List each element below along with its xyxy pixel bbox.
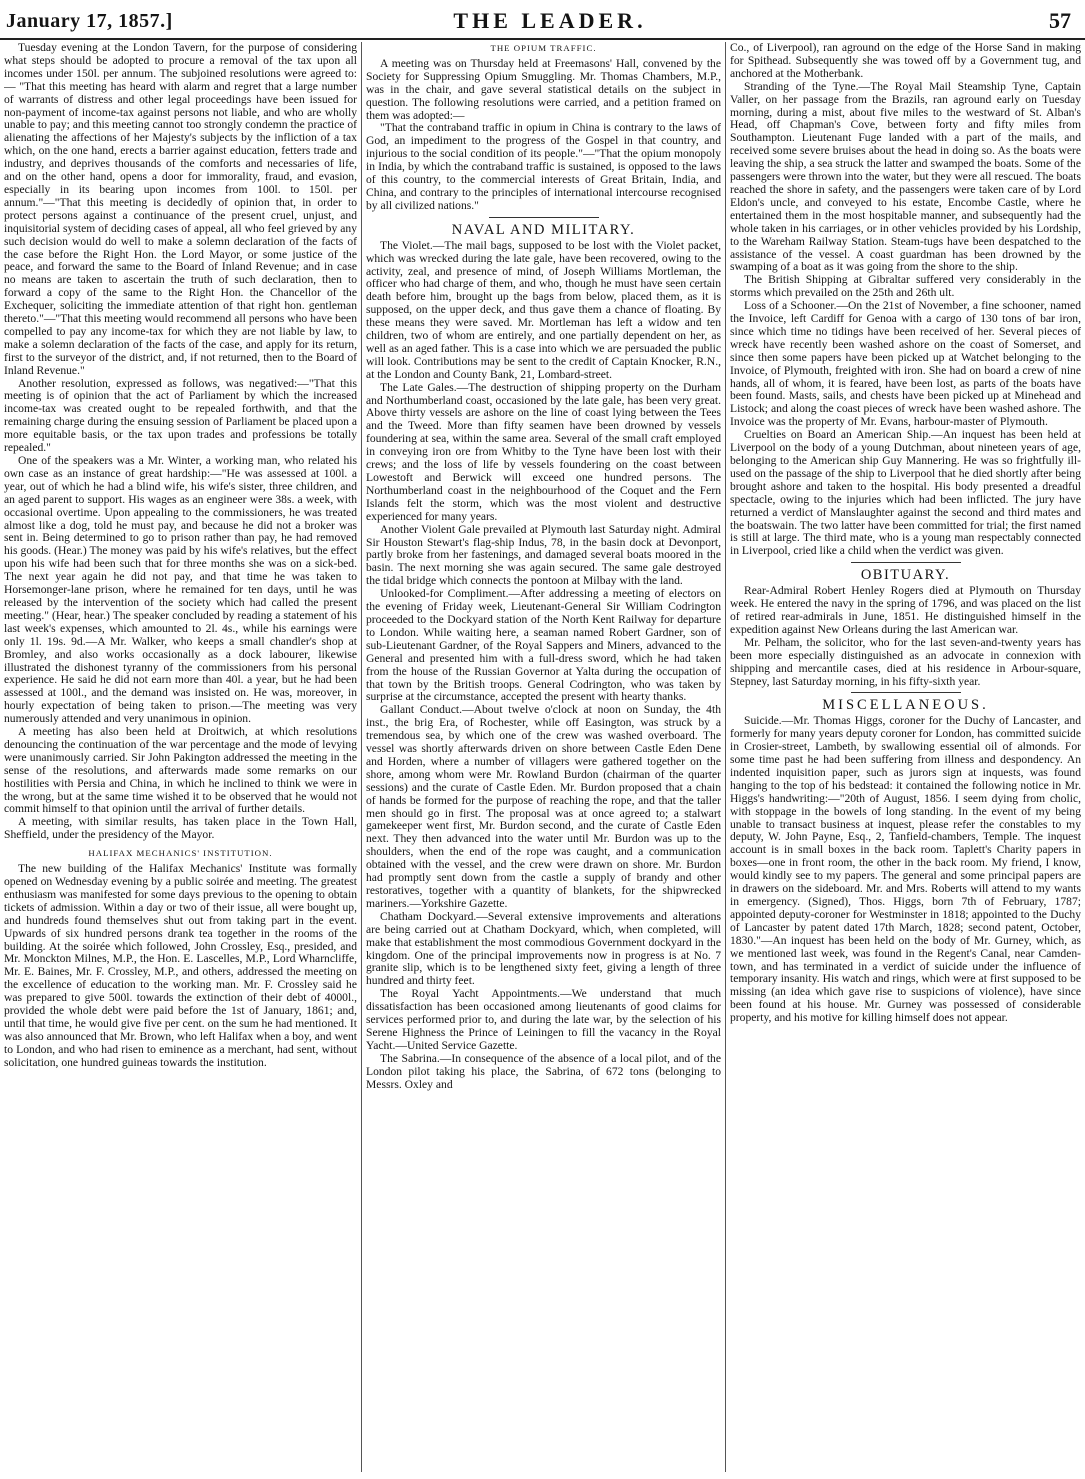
section-title-miscellaneous: MISCELLANEOUS. — [822, 697, 989, 714]
column-3 — [730, 42, 1081, 1472]
article-paragraph: Gallant Conduct.—About twelve o'clock at noon on Sunday, the 4th inst., the brig Era, of Rochester, while off Easington, was struck by a tremendous sea, by which one of the crew was washed overboard. The vessel was shortly afterwards driven on shore between Castle Eden Dene and Horden, where a number of villagers were gathered together on the shore, among whom were Mr. Rowland Burdon (chairman of the quarter sessions) and the curate of Castle Eden. Mr. Burdon proposed that a chain of hands be formed for the purpose of reaching the rope, and that the taller men should go in first. The proposal was at once agreed to; a stalwart gamekeeper went first, Mr. Burdon second, and the curate of Castle Eden next. They then advanced into the water until Mr. Burdon was up to the shoulders, when the end of the rope was caught, and a communication obtained with the vessel, and the crew were drawn on shore. Mr. Burdon had promptly sent down from the castle a supply of brandy and other restoratives, together with a quantity of blankets, for the shipwrecked mariners.—Yorkshire Gazette. — [366, 703, 721, 910]
article-paragraph: A meeting was on Thursday held at Freemasons' Hall, convened by the Society for Suppressing Opium Smuggling. Mr. Thomas Chambers, M.P., was in the chair, and gave several statistical details on the subject in question. The following resolutions were carried, and a petition framed on them was adopted:— — [366, 56, 721, 122]
article-paragraph: Unlooked-for Compliment.—After addressing a meeting of electors on the evening of Friday week, Lieutenant-General Sir William Codrington proceeded to the Dockyard station of the North Kent Railway for departure to London. While waiting here, a seaman named Robert Gardner, son of sub-Lieutenant Gardner, of the Royal Sappers and Miners, advanced to the General and presented him with a full-dress sword, which he had taken from the house of the Russian Governor at Yalta during the occupation of that town by the British troops. General Codrington, who was taken by surprise at the circumstance, accepted the present with hearty thanks. — [366, 587, 721, 704]
article-paragraph: Suicide.—Mr. Thomas Higgs, coroner for the Duchy of Lancaster, and formerly for many years deputy coroner for London, has committed suicide in Crosier-street, Lambeth, by swallowing essential oil of almonds. For some time past he had been suffering from illness and despondency. An indented inquisition paper, such as jurors sign at inquests, was found hanging to the top of his bedstead: it contained the following notice in Mr. Higgs's handwriting:—"20th of August, 1856. I seem dying from cholic, with stoppage in the bowels of long standing. In the event of my being unable to transact business at inquest, please refer the constables to my deputy, W. John Payne, Esq., 2, Tanfield-chambers, Temple. The inquest account is in small boxes in the back room. Taplett's Charity papers in boxes—one in front room, the other in the back room. My friend, I know, would kindly see to my papers. The general and some principal papers are in drawers on the sideboard. Mr. and Mrs. Roberts will attend to my wants in emergency. (Signed), Thos. Higgs, born 7th of February, 1787; appointed deputy-coroner for Westminster in 1818; appointed to the Duchy of Lancaster by patent dated 17th March, 1828; second patent, October, 1830."—An inquest has been held on the body of Mr. Gurney, which, as we mentioned last week, was found in the Regent's Canal, near Camden-town, and has terminated in a verdict of suicide under the influence of temporary insanity. His watch and rings, which were at first supposed to be missing (an idea which gave rise to suspicions of violence), have since been found at his house. Mr. Gurney was possessed of considerable property, and his motive for killing himself does not appear. — [730, 714, 1081, 1025]
issue-date: January 17, 1857.] — [6, 10, 173, 32]
header-rule — [0, 38, 1085, 40]
article-paragraph: The British Shipping at Gibraltar suffered very considerably in the storms which prevailed on the 25th and 26th ult. — [730, 273, 1081, 300]
article-paragraph: The Sabrina.—In consequence of the absence of a local pilot, and of the London pilot taking his place, the Sabrina, of 672 tons (belonging to Messrs. Oxley and — [366, 1051, 721, 1091]
subheading-opium: THE OPIUM TRAFFIC. — [490, 43, 597, 53]
article-paragraph: The new building of the Halifax Mechanics' Institute was formally opened on Wednesday evening by a public soirée and meeting. The greatest enthusiasm was manifested for some days previous to the opening to obtain tickets of admission. Within a day or two of their issue, all were bought up, and hundreds found themselves shut out from taking part in the event. Upwards of six hundred persons drank tea together in the rooms of the building. At the soirée which followed, John Crossley, Esq., presided, and Mr. Monckton Milnes, M.P., the Hon. E. Lascelles, M.P., Lord Wharncliffe, Mr. E. Baines, Mr. F. Crossley, M.P., and others, addressed the meeting on the excellence of education to the working man. Mr. F. Crossley said he was prepared to give 500l. towards the extinction of their debt of 4000l., provided the whole debt were paid before the 1st of January, 1861; and, until that time, he would give five per cent. on the sum he had mentioned. It was also announced that Mr. Brown, who left Halifax when a boy, and went to London, and who had risen to eminence as a merchant, had sent, without solicitation, one hundred guineas towards the institution. — [4, 862, 357, 1069]
article-paragraph: Loss of a Schooner.—On the 21st of November, a fine schooner, named the Invoice, left Cardiff for Genoa with a cargo of 130 tons of bar iron, since which time no tidings have been received of her. Several pieces of wreck have recently been washed ashore on the coast of Somerset, and since then some papers have been picked up at Watchet belonging to the Invoice, of Plymouth, freighted with iron. She had on board a crew of nine hands, all of whom, it is feared, have been lost, as parts of the boats have been found. Masts, sails, and chests have been picked up at Minehead and Listock; and along the coast pieces of wreck have been washed ashore. The Invoice was the property of Mr. Evans, harbour-master of Plymouth. — [730, 299, 1081, 429]
article-paragraph: One of the speakers was a Mr. Winter, a working man, who related his own case as an instance of great hardship:—"He was assessed at 100l. a year, out of which he had a blind wife, his wife's sister, three children, and an aged parent to support. His wages as an engineer were 38s. a week, with occasional overtime. Upon appealing to the commissioners, he was treated almost like a dog, told he must pay, and because he did not a broker was sent in. Being determined to go to prison rather than pay, he had removed his goods. (Hear.) The money was paid by his wife's relatives, but the effect upon his wife had been such that for three months she was on a sick-bed. The next year again he did not pay, and that time he was taken to Horsemonger-lane prison, where he remained for ten days, until he was released by the intervention of the society which had called the present meeting." (Hear, hear.) The speaker concluded by reading a statement of his last week's expenses, which amounted to 2l. 4s., while his earnings were only 1l. 19s. 9d.—A Mr. Walker, who keeps a small chandler's shop at Bromley, and also works occasionally as a dock labourer, likewise illustrated the dishonest tyranny of the commissioners from his personal experience. He said he did not earn more than 40l. a year, but he had been assessed at 100l., and the demand was insisted on. He was, moreover, in hourly expectation of being taken to prison.—The meeting was very numerously attended and very unanimous in opinion. — [4, 454, 357, 726]
article-paragraph: Tuesday evening at the London Tavern, for the purpose of considering what steps should be adopted to procure a removal of the tax upon all incomes under 150l. per annum. The subjoined resolutions were agreed to:— "That this meeting has heard with alarm and regret that a large number of warrants of distress and other legal proceedings have been issued for non-payment of income-tax against persons not liable, and who are wholly unable to pay; and this meeting cannot too strongly condemn the practice of alienating the affections of her Majesty's subjects by the infliction of a tax which, on the one hand, erects a barrier against education, fetters trade and industry, and deprives thousands of the comforts and necessaries of life, and on the other hand, opens a door for immorality, fraud, and evasion, especially in its bearing upon incomes from 100l. to 150l. per annum."—"That this meeting is decidedly of opinion that, in order to protect persons against a continuance of the present cruel, unjust, and inquisitorial system of deciding cases of appeal, all who feel grieved by any such decision would do well to make a solemn declaration of the facts of the case before the Right Hon. the Lord Mayor, or some justice of the peace, and forward the same to the Board of Inland Revenue; and in case no means are taken to ascertain the truth of such declaration, then to forward a copy of the same to the Right Hon. the Chancellor of the Exchequer, soliciting the immediate attention of that right hon. gentleman thereto."—"That this meeting would recommend all persons who have been compelled to pay any income-tax for which they are not liable by law, to make a solemn declaration of the facts of the case, and apply for its return, first to the surveyor of the district, and, if not returned, then to the Board of Inland Revenue." — [4, 42, 357, 377]
column-divider — [361, 42, 362, 1472]
article-paragraph: "That the contraband traffic in opium in China is contrary to the laws of God, an impediment to the progress of the Gospel in that country, and injurious to the social condition of its people."—"That the opium monopoly in India, by which the contraband traffic is sustained, is opposed to the laws of this country, to the commercial interests of Great Britain, India, and China, and contrary to the principles of international intercourse recognised by all civilized nations." — [366, 121, 721, 212]
article-paragraph: Another Violent Gale prevailed at Plymouth last Saturday night. Admiral Sir Houston Stewart's flag-ship Indus, 78, in the basin dock at Devonport, partly broke from her fastenings, and damaged several boats moored in the basin. The next morning she was again secured. The same gale destroyed the tidal bridge which connects the pontoon at Milbay with the land. — [366, 522, 721, 588]
page-header — [0, 0, 1085, 40]
article-paragraph: Chatham Dockyard.—Several extensive improvements and alterations are being carried out at Chatham Dockyard, which, when completed, will make that establishment the most commodious Government dockyard in the kingdom. One of the principal improvements now in progress is at No. 7 granite slip, which is to be lengthened sixty feet, giving a length of three hundred and thirty feet. — [366, 909, 721, 988]
article-paragraph: The Violet.—The mail bags, supposed to be lost with the Violet packet, which was wrecked during the late gale, have been recovered, owing to the activity, zeal, and presence of mind, of Joseph Williams Mortleman, the officer who had charge of them, and who, though he must have seen certain death before him, brought up the bags from below, placed them, as it is supposed, on the upper deck, and thus gave them a chance of floating. By these means they were saved. Mr. Mortleman has left a widow and ten children, two of whom are entirely, and one partially dependent on her, as well as an aged father. This is a case into which we are persuaded the public will look. Contributions may be sent to the credit of Captain Knocker, R.N., at the London and County Bank, 21, Lombard-street. — [366, 238, 721, 381]
article-paragraph: The Royal Yacht Appointments.—We understand that much dissatisfaction has been occasioned among lieutenants of good claims for services performed prior to, and during the late war, by the selection of his Serene Highness the Prince of Leiningen to fill the vacancy in the Royal Yacht.—United Service Gazette. — [366, 987, 721, 1052]
article-paragraph: Rear-Admiral Robert Henley Rogers died at Plymouth on Thursday week. He entered the navy in the spring of 1796, and was placed on the list of retired rear-admirals in June, 1851. He distinguished himself in the expedition against New Orleans during the last American war. — [730, 584, 1081, 636]
article-paragraph: A meeting, with similar results, has taken place in the Town Hall, Sheffield, under the presidency of the Mayor. — [4, 815, 357, 842]
column-divider — [725, 42, 726, 1472]
section-rule — [851, 562, 961, 563]
article-paragraph: Co., of Liverpool), ran aground on the edge of the Horse Sand in making for Spithead. Subsequently she was towed off by a Government tug, and anchored at the Motherbank. — [730, 42, 1081, 80]
column-2 — [366, 42, 721, 1472]
section-title-naval: NAVAL AND MILITARY. — [451, 221, 636, 238]
subheading-halifax: HALIFAX MECHANICS' INSTITUTION. — [88, 848, 273, 859]
article-paragraph: Cruelties on Board an American Ship.—An inquest has been held at Liverpool on the body of a young Dutchman, about nineteen years of age, belonging to the American ship Guy Mannering. He was so frightfully ill-used on the passage of the ship to Liverpool that he died shortly after being brought ashore and taken to the hospital. His body presented a dreadful spectacle, owing to the injuries which had been inflicted. The jury have returned a verdict of Manslaughter against the second and third mates and the boatswain. The two latter have been committed for trial; the first named is still at large. The third mate, who is a young man respectably connected in Liverpool, cried like a child when the verdict was given. — [730, 428, 1081, 558]
column-1 — [4, 42, 357, 1472]
section-rule — [489, 217, 599, 218]
section-title-obituary: OBITUARY. — [860, 567, 951, 584]
article-paragraph: Mr. Pelham, the solicitor, who for the last seven-and-twenty years has been more especially distinguished as an advocate in connexion with shipping and mercantile cases, died at his residence in Arbour-square, Stepney, last Saturday morning, in his fifty-sixth year. — [730, 635, 1081, 688]
page-number: 57 — [1049, 8, 1071, 33]
section-rule — [851, 692, 961, 693]
article-paragraph: Another resolution, expressed as follows, was negatived:—"That this meeting is of opinion that the act of Parliament by which the increased income-tax was created ought to be repealed forthwith, and that the remaining charge during the ensuing session of Parliament be placed upon a more equitable basis, or the tax upon trades and professions be totally repealed." — [4, 376, 357, 455]
masthead-title: THE LEADER. — [453, 8, 647, 33]
article-paragraph: A meeting has also been held at Droitwich, at which resolutions denouncing the continuation of the war percentage and the mode of levying were unanimously carried. Sir John Pakington addressed the meeting in the sense of the resolutions, and afterwards made some remarks on our hostilities with Persia and China, in which he inclined to think we were in the wrong, but at the same time wished it to be observed that he would not commit himself to that opinion until the arrival of further details. — [4, 725, 357, 816]
article-paragraph: Stranding of the Tyne.—The Royal Mail Steamship Tyne, Captain Valler, on her passage from the Brazils, ran aground early on Tuesday morning, during a mist, about five miles to the westward of St. Alban's Head, off Chapman's Cove, between forty and fifty miles from Southampton. Lieutenant Fuge landed with a part of the mails, and received some severe bruises about the head in doing so. As the boats were leaving the ship, a sea struck the latter and swamped the boats. Some of the passengers were thrown into the water, but they were all rescued. The boats reached the shore in safety, and the passengers were taken care of by Lord Eldon's uncle, and conveyed to his estate, Encombe Castle, where he entertained them in the most hospitable manner, and subsequently had the whole taken in his carriages, or in other vehicles provided by his Lordship, to the Wareham Railway Station. Steam-tugs have been despatched to the assistance of the vessel. A coast guardman has been drowned by the swamping of a boat as it was going from the shore to the ship. — [730, 79, 1081, 274]
article-paragraph: The Late Gales.—The destruction of shipping property on the Durham and Northumberland coast, occasioned by the late gale, has been very great. Above thirty vessels are ashore on the line of coast lying between the Tees and the Tweed. More than fifty seamen have been drowned by vessels foundering at sea, within the same area. Several of the small craft employed in conveying iron ore from Whitby to the Tyne have been lost with their crews; and the loss of life by vessels foundering on the coast between Lowestoft and Berwick will exceed one hundred persons. The Northumberland coast in the neighbourhood of the Coquet and the Fern Islands felt the storm, which was the most violent and destructive experienced for many years. — [366, 380, 721, 523]
